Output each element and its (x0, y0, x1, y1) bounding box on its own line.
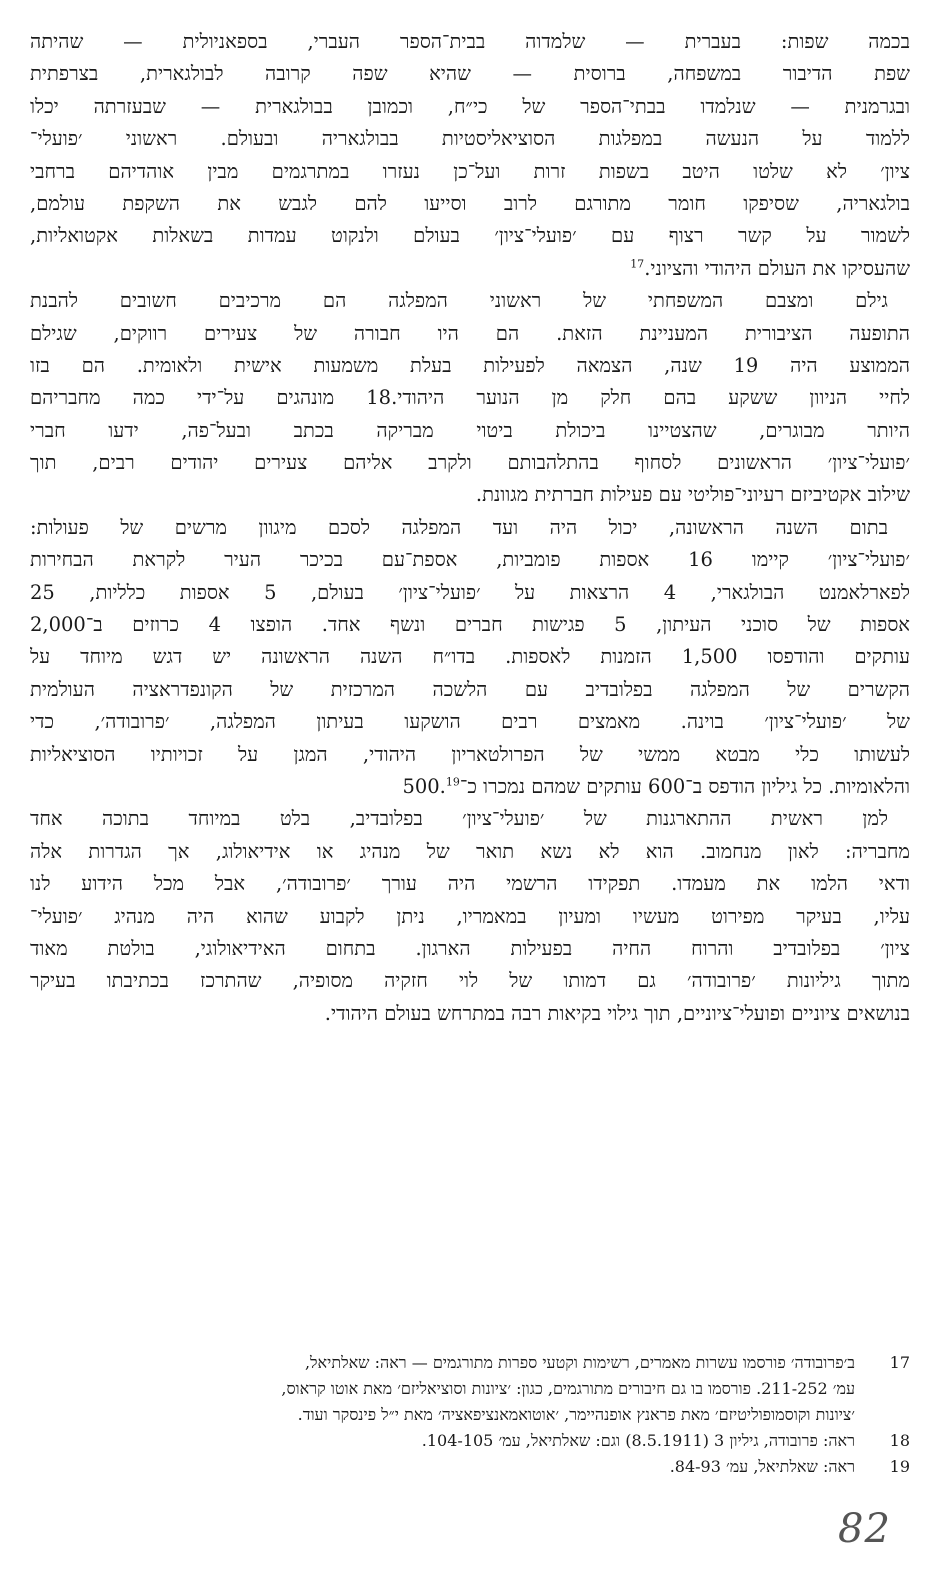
text-line: ללמוד על הנעשה במפלגות הסוציאליסטיות בבולגאריה ובעולם. ראשוני ׳פועלי־ (30, 127, 910, 151)
footnote-number: 19 (889, 1457, 910, 1476)
footnote (30, 1454, 910, 1480)
text-line: של ׳פועלי־ציון׳ בוינה. מאמצים רבים הושקעו בעיתון המפלגה, ׳פרובודה׳, כדי (30, 710, 910, 734)
footnote-body (30, 1350, 855, 1428)
text-line: אספות של סוכני העיתון, 5 פגישות חברים ונשף אחד. הופצו 4 כרוזים ב־2,000 (30, 613, 910, 637)
text-line-content: והלאומיות. כל גיליון הודפס ב־600 עותקים שמהם נמכרו כ־500. (402, 774, 910, 798)
footnote-line: ראה: פרובודה, גיליון 3 (8.5.1911) וגם: שאלתיאל, עמ׳ 104-105. (421, 1431, 855, 1450)
text-line: הממוצע היה 19 שנה, הצמאה לפעילות בעלת משמעות אישית ולאומית. הם בזו (30, 353, 910, 377)
text-line: ציון׳ לא שלטו היטב בשפות זרות ועל־כן נעזרו במתרגמים מבין אוהדיהם ברחבי (30, 159, 910, 183)
footnotes (30, 1350, 910, 1480)
footnote-reference: 17 (630, 257, 645, 271)
text-line: גילם ומצבם המשפחתי של ראשוני המפלגה הם מרכיבים חשובים להבנת (30, 289, 888, 313)
footnote (30, 1350, 910, 1428)
paragraph (30, 512, 910, 804)
text-line: התופעה הציבורית המעניינת הזאת. הם היו חבורה של צעירים רווקים, שגילם (30, 321, 910, 345)
text-line: בולגאריה, שסיפקו חומר מתורגם לרוב וסייעו להם לגבש את השקפת עולמם, (30, 191, 910, 215)
paragraph (30, 803, 910, 1030)
footnote-body (30, 1454, 855, 1480)
footnote-line: עמ׳ 211-252. פורסמו בו גם חיבורים מתורגמים, כגון: ׳ציונות וסוציאליזם׳ מאת אוטו קראוס, (281, 1379, 855, 1398)
text-line: לשמור על קשר רצוף עם ׳פועלי־ציון׳ בעולם ולנקוט עמדות בשאלות אקטואליות, (30, 224, 910, 248)
text-line-content: שהעסיקו את העולם היהודי והציוני. (644, 256, 910, 280)
footnote-number: 17 (889, 1353, 910, 1372)
footnote-number: 18 (889, 1431, 910, 1450)
text-line: ׳פועלי־ציון׳ קיימו 16 אספות פומביות, אספת־עם בכיכר העיר לקראת הבחירות (30, 548, 910, 572)
text-line: ׳פועלי־ציון׳ הראשונים לסחוף בהתלהבותם ולקרב אליהם צעירים יהודים רבים, תוך (30, 451, 910, 475)
text-line: מחבריה: לאון מנחמוב. הוא לא נשא תואר של מנהיג או אידיאולוג, אך הגדרות אלה (30, 839, 910, 863)
text-line: ודאי הלמו את מעמדו. תפקידו הרשמי היה עורך ׳פרובודה׳, אבל מכל הידוע לנו (30, 872, 910, 896)
text-line (30, 253, 910, 285)
footnote-line: ׳ציונות וקוסמופוליטיזם׳ מאת פראנץ אופנהיימר, ׳אוטואמאנציפאציה׳ מאת י״ל פינסקר ועוד. (297, 1405, 855, 1424)
footnote-body (30, 1428, 855, 1454)
text-line: מתוך גיליונות ׳פרובודה׳ גם דמותו של לוי חזקיה מסופיה, שהתרכז בכתיבתו בעיקר (30, 969, 910, 993)
text-line: ובגרמנית — שנלמדו בבתי־הספר של כי״ח, וכמובן בבולגארית — שבעזרתה יכלו (30, 94, 910, 118)
footnote-line: ב׳פרובודה׳ פורסמו עשרות מאמרים, רשימות וקטעי ספרות מתורגמים — ראה: שאלתיאל, (304, 1353, 855, 1372)
text-line: בתום השנה הראשונה, יכול היה ועד המפלגה לסכם מיגוון מרשים של פעולות: (30, 515, 888, 539)
text-line: לעשותו כלי מבטא ממשי של הפרולטאריון היהודי, המגן על זכויותיו הסוציאליות (30, 742, 910, 766)
text-line: למן ראשית ההתארגנות של ׳פועלי־ציון׳ בפלובדיב, בלט במיוחד בתוכה אחד (30, 807, 888, 831)
body-text (30, 26, 910, 1030)
text-line: ציון׳ בפלובדיב והרוח החיה בפעילות הארגון. בתחום האידיאולוגי, בולטת מאוד (30, 936, 910, 960)
footnote-reference: 19 (445, 775, 460, 789)
text-line: היותר מבוגרים, שהצטיינו ביכולת ביטוי מבריקה בכתב ובעל־פה, ידעו חברי (30, 418, 910, 442)
text-line: הקשרים של המפלגה בפלובדיב עם הלשכה המרכזית של הקונפדראציה העולמית (30, 677, 910, 701)
text-line: שילוב אקטיביזם רעיוני־פוליטי עם פעילות חברתית מגוונת. (475, 483, 910, 507)
text-line: שפת הדיבור במשפחה, ברוסית — שהיא שפה קרובה לבולגארית, בצרפתית (30, 62, 910, 86)
paragraph (30, 285, 910, 512)
text-line: בנושאים ציוניים ופועלי־ציוניים, תוך גילוי בקיאות רבה במתרחש בעולם היהודי. (324, 1001, 910, 1025)
paragraph (30, 26, 910, 285)
text-line (30, 771, 910, 803)
footnote-line: ראה: שאלתיאל, עמ׳ 84-93. (669, 1457, 855, 1476)
text-line: עליו, בעיקר מפירוט מעשיו ומעיון במאמריו, ניתן לקבוע שהוא היה מנהיג ׳פועלי־ (30, 904, 910, 928)
footnote (30, 1428, 910, 1454)
text-line: בכמה שפות: בעברית — שלמדוה בבית־הספר העברי, בספאניולית — שהיתה (30, 30, 910, 53)
text-line: לחיי הניוון ששקע בהם חלק מן הנוער היהודי.18 מונהגים על־ידי כמה מחבריהם (30, 386, 910, 410)
text-line: עותקים והודפסו 1,500 הזמנות לאספות. בדו״ח השנה הראשונה יש דגש מיוחד על (30, 645, 910, 669)
text-line: לפארלאמנט הבולגארי, 4 הרצאות על ׳פועלי־ציון׳ בעולם, 5 אספות כלליות, 25 (30, 580, 910, 604)
handwritten-page-number: 82 (838, 1506, 891, 1552)
